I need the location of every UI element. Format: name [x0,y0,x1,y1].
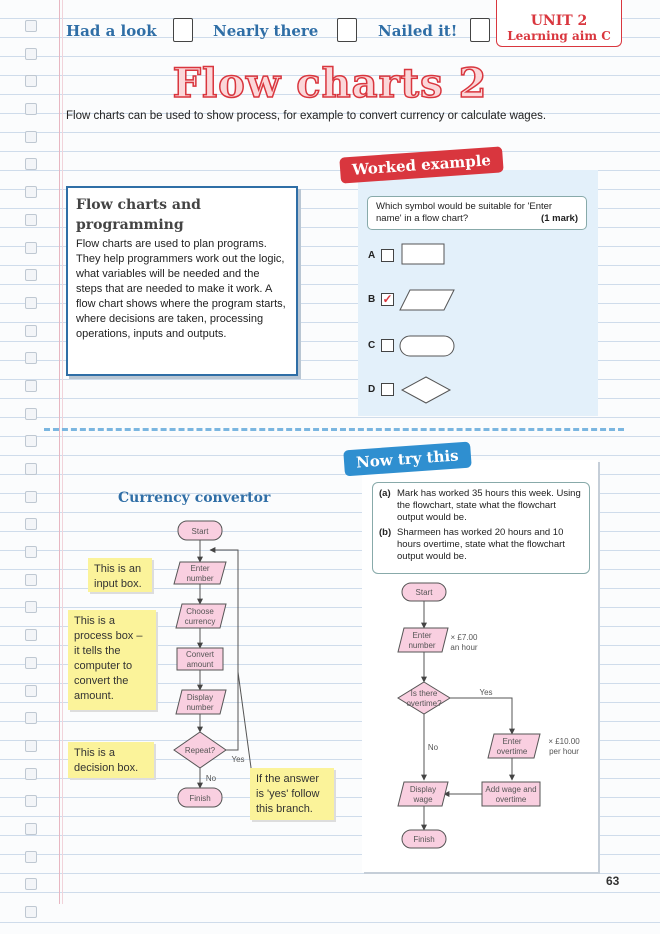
currency-choose-text-1: Choose [186,607,214,616]
currency-convertor-title: Currency convertor [118,490,271,506]
decision-box-note: This is a decision box. [68,742,154,778]
nearly-there-label: Nearly there [213,22,319,40]
now-try-banner: Now try this [343,442,471,477]
option-a-letter: A [368,250,376,261]
option-d-letter: D [368,384,376,395]
currency-convert-text-2: amount [186,660,214,669]
currency-enter-text-2: number [186,574,214,583]
learning-aim-label: Learning aim C [507,29,611,43]
currency-display-text-1: Display [186,693,214,702]
rate1-unit-text: an hour [450,643,478,652]
wage-finish-text: Finish [413,835,435,844]
rate2-unit-text: per hour [549,747,579,756]
wage-enter-text-2: number [408,641,436,650]
nailed-it-label: Nailed it! [378,22,458,40]
rate2-text: × £10.00 [548,737,580,746]
wage-yes-text: Yes [479,688,493,697]
worked-example-banner: Worked example [339,146,503,183]
info-box-heading: Flow charts and programming [76,197,201,233]
page-title: Flow charts 2 [172,60,488,107]
currency-start-text: Start [191,527,209,536]
input-box-note: This is an input box. [88,558,152,592]
option-c-letter: C [368,340,376,351]
wage-start-text: Start [415,588,433,597]
wage-decision-text-1: Is there [410,689,438,698]
wage-overtime-text-2: overtime [496,747,528,756]
unit-label: UNIT 2 [530,13,588,29]
branch-note: If the answer is 'yes' follow this branch. [250,768,334,820]
currency-display-text-2: number [186,703,214,712]
wage-no-text: No [427,743,439,752]
wage-display-text-1: Display [409,785,437,794]
wage-enter-text-1: Enter [412,631,432,640]
wage-add-text-1: Add wage and [485,785,537,794]
wage-display-text-2: wage [413,795,433,804]
currency-finish-text: Finish [189,794,211,803]
currency-enter-text-1: Enter [190,564,210,573]
rate1-text: × £7.00 [450,633,478,642]
wage-shapes [398,583,540,848]
page-number: 63 [606,874,620,888]
question-text: Which symbol would be suitable for 'Enter name' in a flow chart? [376,201,553,224]
question-a: (a) Mark has worked 35 hours this week. Using the flowchart, state what the flowchart output would be. [379,488,581,523]
wage-decision-text-2: overtime? [406,699,442,708]
currency-choose-text-2: currency [184,617,216,626]
wage-decision-shape [398,682,450,714]
currency-convert-text-1: Convert [185,650,215,659]
intro-text: Flow charts can be used to show process, for example to convert currency or calculate wages. [66,110,547,122]
wage-overtime-text-1: Enter [502,737,522,746]
question-b: (b) Sharmeen has worked 20 hours and 10 hours overtime, state what the flowchart output would be. [379,527,565,562]
marks-label: (1 mark) [541,213,578,224]
wage-add-text-2: overtime [495,795,527,804]
option-b-checkbox[interactable]: ✓ [382,292,393,306]
info-box-body: Flow charts are used to plan programs. They help programmers work out the logic, what variables will be needed and the steps that are needed to make it work. A flow chart shows where the program starts, where decisions are taken, processing operations, inputs and outputs. [76,238,286,340]
currency-yes-text: Yes [231,755,245,764]
had-a-look-label: Had a look [66,22,157,40]
currency-repeat-text: Repeat? [184,746,216,755]
option-b-letter: B [368,294,376,305]
process-box-note: This is a process box – it tells the computer to convert the amount. [68,610,156,710]
currency-no-text: No [205,774,217,783]
